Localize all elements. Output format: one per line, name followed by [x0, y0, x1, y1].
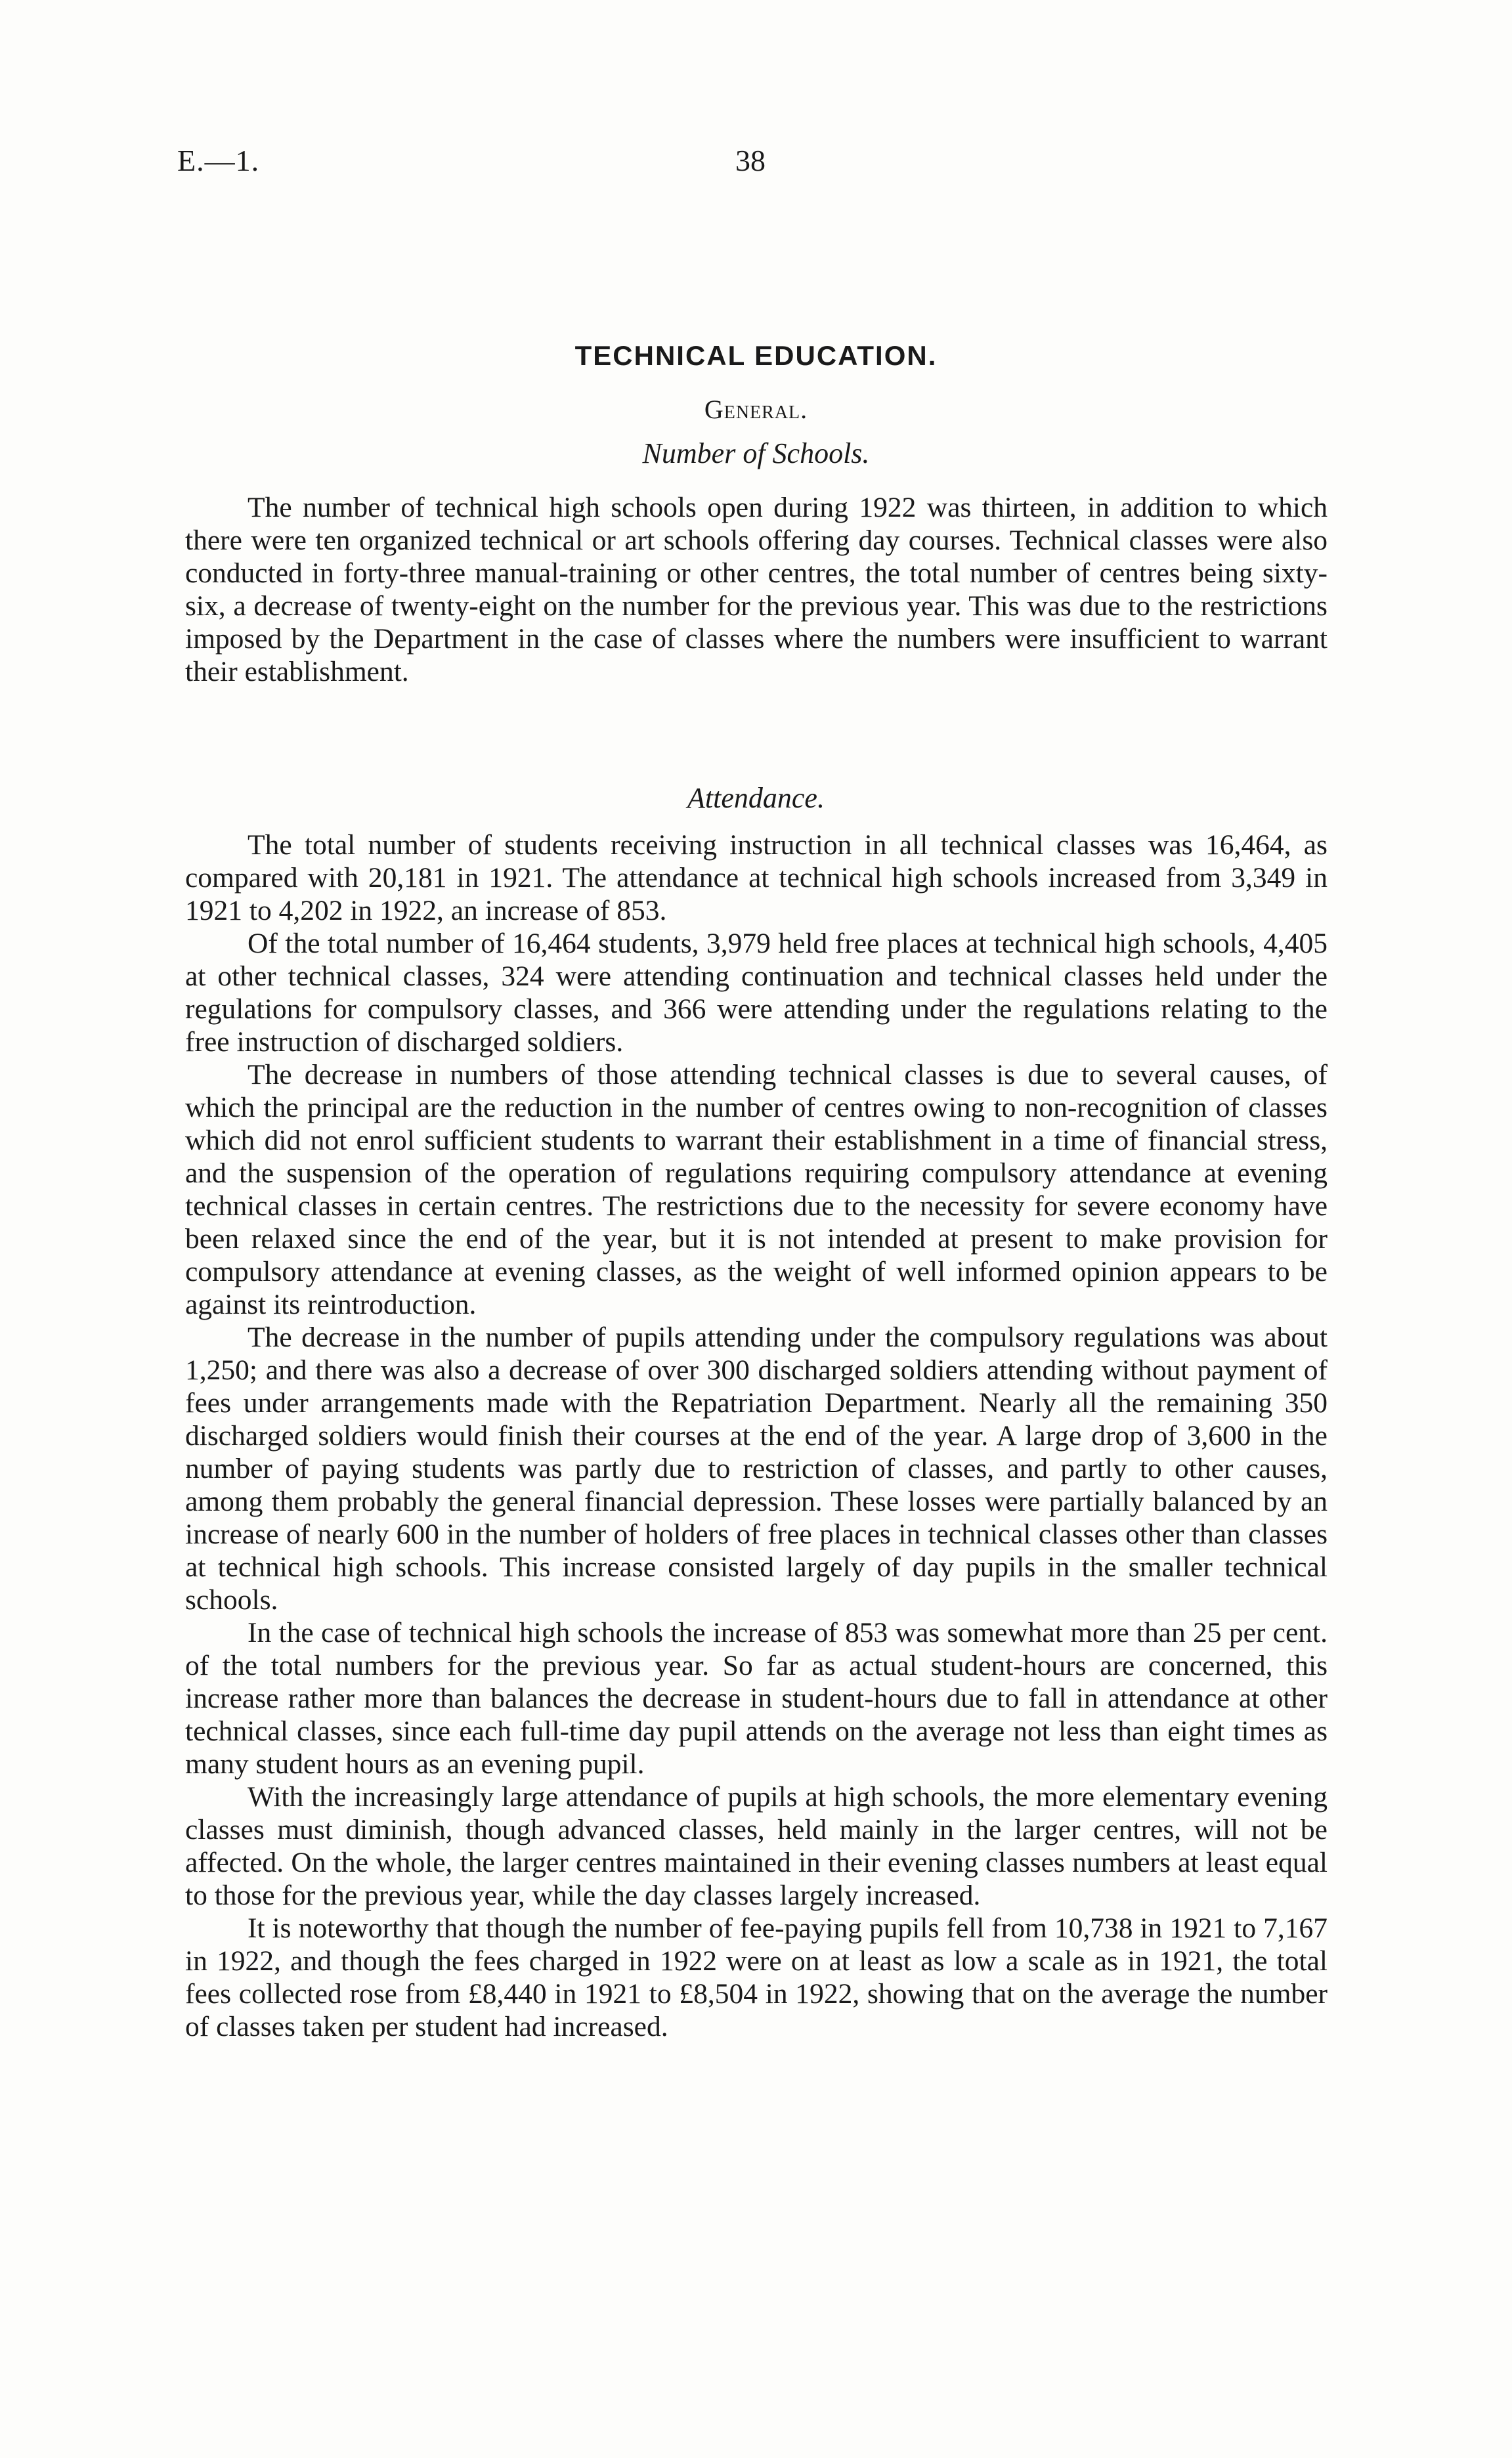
section-body-number-of-schools — [185, 491, 1328, 688]
paragraph: It is noteworthy that though the number of fee-paying pupils fell from 10,738 in 1921 to 7,167 in 1922, and though the fees charged in 1922 were on at least as low a scale as in 1921, the total fees collected rose from £8,440 in 1921 to £8,504 in 1922, showing that on the average the number of classes taken per student had increased. — [185, 1912, 1328, 2042]
paragraph: The total number of students receiving instruction in all technical classes was 16,464, as compared with 20,181 in 1921. The attendance at technical high schools increased from 3,349 in 1921 to 4,202 in 1922, an increase of 853. — [185, 829, 1328, 926]
section-heading-number-of-schools: Number of Schools. — [642, 437, 870, 469]
section-body-attendance — [185, 829, 1328, 2043]
paragraph: The decrease in numbers of those attending technical classes is due to several causes, of which the principal are the reduction in the number of centres owing to non-recognition of classes which did not enrol sufficient students to warrant their establishment in a time of financial stress, and the suspension of the operation of regulations requiring compulsory attendance at evening technical classes in certain centres. The restrictions due to the necessity for severe economy have been relaxed since the end of the year, but it is not intended at present to make provision for compulsory attendance at evening classes, as the weight of well informed opinion appears to be against its reintroduction. — [185, 1059, 1328, 1320]
page-title: TECHNICAL EDUCATION. — [574, 340, 938, 371]
paragraph: In the case of technical high schools the increase of 853 was somewhat more than 25 per cent. of the total numbers for the previous year. So far as actual student-hours are concerned, this increase rather more than balances the decrease in student-hours due to fall in attendance at other technical classes, since each full-time day pupil attends on the average not less than eight times as many student hours as an evening pupil. — [185, 1617, 1328, 1780]
paragraph: With the increasingly large attendance of pupils at high schools, the more elementary evening classes must diminish, though advanced classes, held mainly in the larger centres, will not be affected. On the whole, the larger centres maintained in their evening classes numbers at least equal to those for the previous year, while the day classes largely increased. — [185, 1781, 1328, 1911]
paragraph: The number of technical high schools open during 1922 was thirteen, in addition to which there were ten organized technical or art schools offering day courses. Technical classes were also conducted in forty-three manual-training or other centres, the total number of centres being sixty-six, a decrease of twenty-eight on the number for the previous year. This was due to the restrictions imposed by the Department in the case of classes where the numbers were insufficient to warrant their establishment. — [185, 492, 1328, 687]
page-number: 38 — [735, 144, 766, 177]
section-heading-attendance: Attendance. — [687, 782, 825, 814]
document-reference: E.—1. — [177, 144, 260, 177]
page-subtitle: General. — [704, 395, 808, 424]
paragraph: The decrease in the number of pupils attending under the compulsory regulations was about 1,250; and there was also a decrease of over 300 discharged soldiers attending without payment of fees under arrangements made with the Repatriation Department. Nearly all the remaining 350 discharged soldiers would finish their courses at the end of the year. A large drop of 3,600 in the number of paying students was partly due to restriction of classes, and partly to other causes, among them probably the general financial depression. These losses were partially balanced by an increase of nearly 600 in the number of holders of free places in technical classes other than classes at technical high schools. This increase consisted largely of day pupils in the smaller technical schools. — [185, 1322, 1328, 1616]
paragraph: Of the total number of 16,464 students, 3,979 held free places at technical high schools, 4,405 at other technical classes, 324 were attending continuation and technical classes held under the regulations for compulsory classes, and 366 were attending under the regulations relating to the free instruction of discharged soldiers. — [185, 928, 1328, 1058]
